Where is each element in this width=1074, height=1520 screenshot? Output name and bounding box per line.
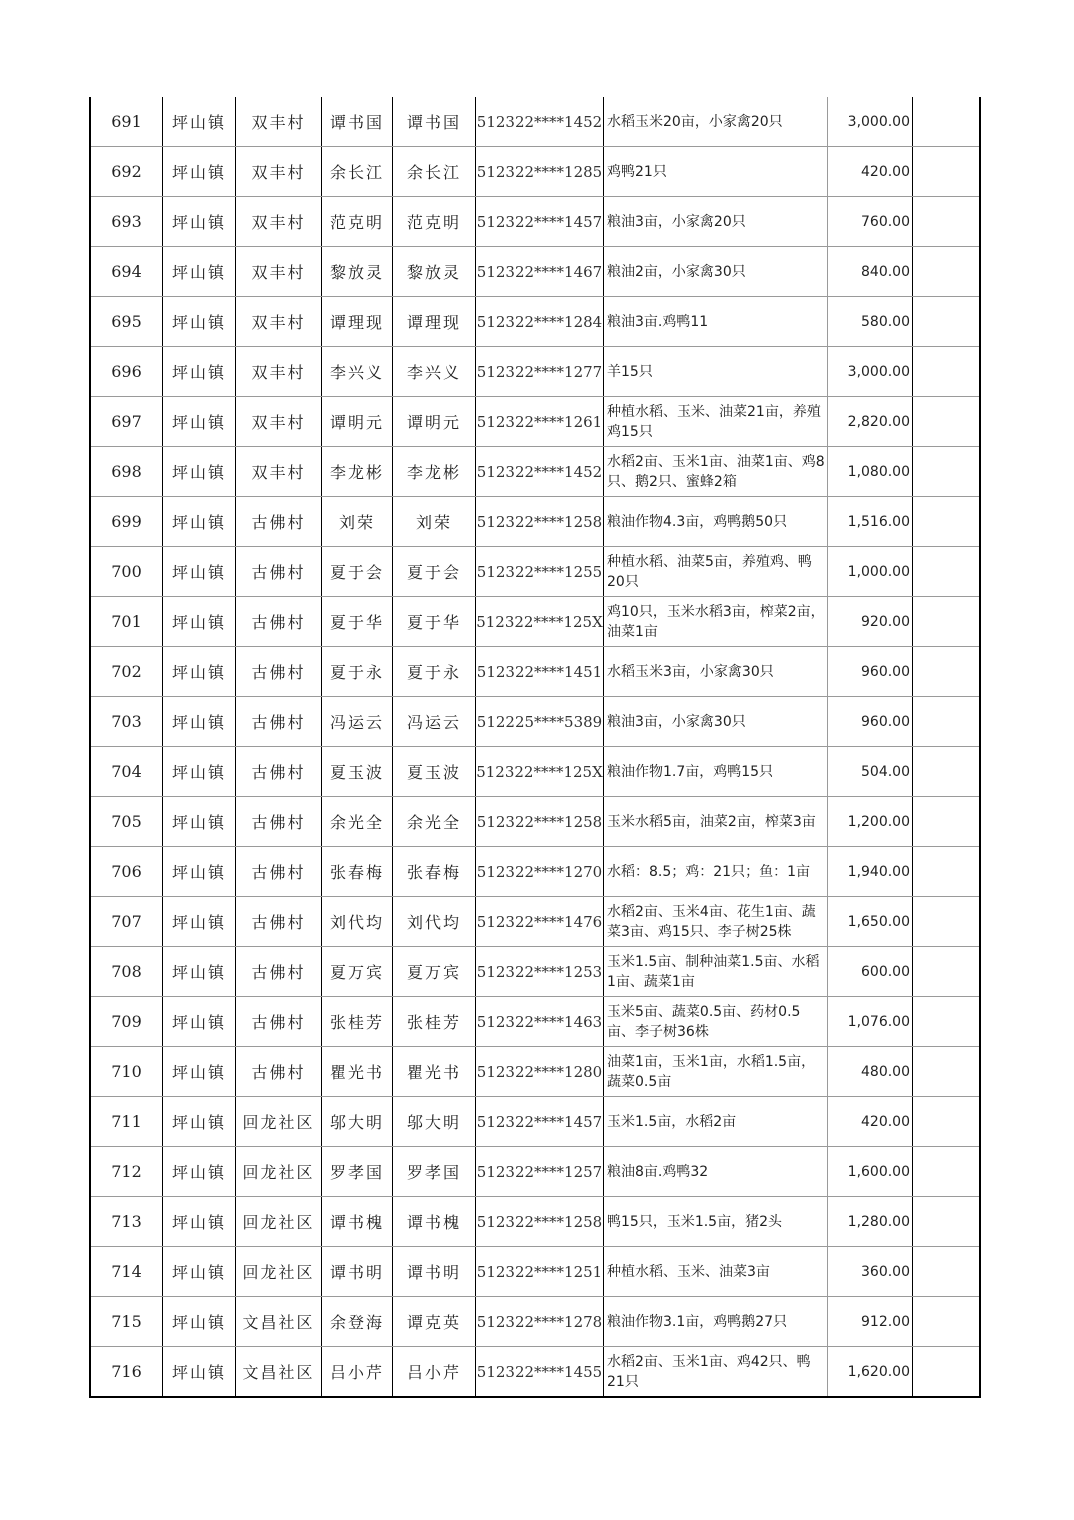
payee-cell: 谭书槐 [393,1197,476,1247]
row-number: 709 [90,997,163,1047]
town-cell: 坪山镇 [163,697,236,747]
id-number-cell: 512322****125X [476,597,604,647]
remarks-cell [913,697,981,747]
row-number: 715 [90,1297,163,1347]
id-number-cell: 512322****1452 [476,447,604,497]
amount-cell: 480.00 [828,1047,913,1097]
table-row [90,647,980,697]
amount-cell: 1,080.00 [828,447,913,497]
name-cell: 李龙彬 [322,447,393,497]
amount-cell: 3,000.00 [828,97,913,147]
name-cell: 夏于会 [322,547,393,597]
payee-cell: 罗孝国 [393,1147,476,1197]
remarks-cell [913,797,981,847]
name-cell: 夏玉波 [322,747,393,797]
town-cell: 坪山镇 [163,1347,236,1398]
amount-cell: 1,600.00 [828,1147,913,1197]
amount-cell: 2,820.00 [828,397,913,447]
name-cell: 余长江 [322,147,393,197]
table-row [90,847,980,897]
town-cell: 坪山镇 [163,447,236,497]
town-cell: 坪山镇 [163,1297,236,1347]
village-cell: 双丰村 [236,197,322,247]
name-cell: 余登海 [322,1297,393,1347]
remarks-cell [913,97,981,147]
description-cell: 粮油8亩.鸡鸭32 [604,1147,828,1197]
row-number: 697 [90,397,163,447]
village-cell: 回龙社区 [236,1247,322,1297]
payee-cell: 谭明元 [393,397,476,447]
payee-cell: 谭克英 [393,1297,476,1347]
payee-cell: 刘荣 [393,497,476,547]
amount-cell: 1,076.00 [828,997,913,1047]
name-cell: 刘代均 [322,897,393,947]
amount-cell: 504.00 [828,747,913,797]
amount-cell: 3,000.00 [828,347,913,397]
remarks-cell [913,747,981,797]
description-cell: 水稻玉米3亩，小家禽30只 [604,647,828,697]
payee-cell: 邬大明 [393,1097,476,1147]
description-cell: 油菜1亩，玉米1亩，水稻1.5亩，蔬菜0.5亩 [604,1047,828,1097]
amount-cell: 840.00 [828,247,913,297]
village-cell: 双丰村 [236,147,322,197]
name-cell: 谭理现 [322,297,393,347]
payee-cell: 吕小芹 [393,1347,476,1398]
description-cell: 粮油作物1.7亩，鸡鸭15只 [604,747,828,797]
description-cell: 水稻：8.5；鸡：21只；鱼：1亩 [604,847,828,897]
town-cell: 坪山镇 [163,97,236,147]
table-row [90,1247,980,1297]
id-number-cell: 512322****1467 [476,247,604,297]
name-cell: 谭明元 [322,397,393,447]
row-number: 698 [90,447,163,497]
payee-cell: 瞿光书 [393,1047,476,1097]
payee-cell: 夏于华 [393,597,476,647]
id-number-cell: 512322****1277 [476,347,604,397]
name-cell: 张桂芳 [322,997,393,1047]
table-row [90,1197,980,1247]
town-cell: 坪山镇 [163,197,236,247]
row-number: 695 [90,297,163,347]
id-number-cell: 512322****1457 [476,197,604,247]
id-number-cell: 512322****1270 [476,847,604,897]
name-cell: 刘荣 [322,497,393,547]
remarks-cell [913,1247,981,1297]
village-cell: 回龙社区 [236,1197,322,1247]
row-number: 696 [90,347,163,397]
town-cell: 坪山镇 [163,247,236,297]
name-cell: 邬大明 [322,1097,393,1147]
village-cell: 古佛村 [236,497,322,547]
description-cell: 羊15只 [604,347,828,397]
name-cell: 谭书明 [322,1247,393,1297]
row-number: 694 [90,247,163,297]
description-cell: 鸡鸭21只 [604,147,828,197]
town-cell: 坪山镇 [163,147,236,197]
remarks-cell [913,497,981,547]
description-cell: 种植水稻、玉米、油菜21亩，养殖鸡15只 [604,397,828,447]
row-number: 701 [90,597,163,647]
town-cell: 坪山镇 [163,347,236,397]
town-cell: 坪山镇 [163,597,236,647]
remarks-cell [913,1347,981,1398]
table-row [90,497,980,547]
village-cell: 双丰村 [236,447,322,497]
description-cell: 水稻2亩、玉米1亩、鸡42只、鸭21只 [604,1347,828,1398]
remarks-cell [913,147,981,197]
town-cell: 坪山镇 [163,497,236,547]
payee-cell: 谭书明 [393,1247,476,1297]
table-row [90,1097,980,1147]
village-cell: 双丰村 [236,247,322,297]
town-cell: 坪山镇 [163,1047,236,1097]
row-number: 712 [90,1147,163,1197]
amount-cell: 580.00 [828,297,913,347]
village-cell: 回龙社区 [236,1147,322,1197]
payee-cell: 夏于会 [393,547,476,597]
remarks-cell [913,1147,981,1197]
town-cell: 坪山镇 [163,997,236,1047]
remarks-cell [913,597,981,647]
village-cell: 古佛村 [236,697,322,747]
description-cell: 粮油3亩，小家禽20只 [604,197,828,247]
description-cell: 粮油3亩，小家禽30只 [604,697,828,747]
description-cell: 鸡10只，玉米水稻3亩，榨菜2亩，油菜1亩 [604,597,828,647]
row-number: 716 [90,1347,163,1398]
remarks-cell [913,897,981,947]
town-cell: 坪山镇 [163,747,236,797]
table-row [90,147,980,197]
id-number-cell: 512322****1463 [476,997,604,1047]
amount-cell: 960.00 [828,647,913,697]
town-cell: 坪山镇 [163,297,236,347]
table-row [90,597,980,647]
village-cell: 古佛村 [236,647,322,697]
row-number: 710 [90,1047,163,1097]
village-cell: 文昌社区 [236,1297,322,1347]
town-cell: 坪山镇 [163,1097,236,1147]
id-number-cell: 512322****1258 [476,1197,604,1247]
amount-cell: 360.00 [828,1247,913,1297]
village-cell: 古佛村 [236,847,322,897]
name-cell: 李兴义 [322,347,393,397]
amount-cell: 912.00 [828,1297,913,1347]
amount-cell: 1,650.00 [828,897,913,947]
village-cell: 古佛村 [236,1047,322,1097]
table-row [90,997,980,1047]
village-cell: 双丰村 [236,397,322,447]
subsidy-table [89,97,981,1398]
table-row [90,697,980,747]
row-number: 703 [90,697,163,747]
remarks-cell [913,647,981,697]
description-cell: 种植水稻、油菜5亩，养殖鸡、鸭20只 [604,547,828,597]
village-cell: 古佛村 [236,747,322,797]
id-number-cell: 512322****1476 [476,897,604,947]
town-cell: 坪山镇 [163,797,236,847]
description-cell: 玉米1.5亩、制种油菜1.5亩、水稻1亩、蔬菜1亩 [604,947,828,997]
table-row [90,897,980,947]
remarks-cell [913,1297,981,1347]
amount-cell: 1,200.00 [828,797,913,847]
table-row [90,1147,980,1197]
id-number-cell: 512322****1284 [476,297,604,347]
table-row [90,197,980,247]
amount-cell: 960.00 [828,697,913,747]
village-cell: 古佛村 [236,597,322,647]
payee-cell: 夏于永 [393,647,476,697]
remarks-cell [913,547,981,597]
description-cell: 玉米水稻5亩，油菜2亩，榨菜3亩 [604,797,828,847]
town-cell: 坪山镇 [163,1247,236,1297]
row-number: 693 [90,197,163,247]
town-cell: 坪山镇 [163,897,236,947]
remarks-cell [913,247,981,297]
id-number-cell: 512322****1452 [476,97,604,147]
village-cell: 古佛村 [236,897,322,947]
description-cell: 水稻玉米20亩，小家禽20只 [604,97,828,147]
name-cell: 冯运云 [322,697,393,747]
description-cell: 水稻2亩、玉米1亩、油菜1亩、鸡8只、鹅2只、蜜蜂2箱 [604,447,828,497]
village-cell: 双丰村 [236,297,322,347]
village-cell: 古佛村 [236,797,322,847]
table-row [90,247,980,297]
row-number: 700 [90,547,163,597]
town-cell: 坪山镇 [163,1147,236,1197]
row-number: 705 [90,797,163,847]
payee-cell: 刘代均 [393,897,476,947]
row-number: 707 [90,897,163,947]
town-cell: 坪山镇 [163,397,236,447]
id-number-cell: 512322****1251 [476,1247,604,1297]
table-row [90,1047,980,1097]
id-number-cell: 512322****1261 [476,397,604,447]
row-number: 714 [90,1247,163,1297]
name-cell: 谭书槐 [322,1197,393,1247]
name-cell: 罗孝国 [322,1147,393,1197]
id-number-cell: 512322****1278 [476,1297,604,1347]
remarks-cell [913,197,981,247]
table-row [90,447,980,497]
id-number-cell: 512322****1255 [476,547,604,597]
payee-cell: 李兴义 [393,347,476,397]
remarks-cell [913,847,981,897]
amount-cell: 1,516.00 [828,497,913,547]
remarks-cell [913,347,981,397]
town-cell: 坪山镇 [163,847,236,897]
description-cell: 玉米5亩、蔬菜0.5亩、药材0.5亩、李子树36株 [604,997,828,1047]
table-row [90,347,980,397]
remarks-cell [913,997,981,1047]
row-number: 706 [90,847,163,897]
table-row [90,297,980,347]
row-number: 699 [90,497,163,547]
description-cell: 粮油作物4.3亩，鸡鸭鹅50只 [604,497,828,547]
id-number-cell: 512322****1457 [476,1097,604,1147]
name-cell: 黎放灵 [322,247,393,297]
amount-cell: 420.00 [828,147,913,197]
village-cell: 双丰村 [236,97,322,147]
id-number-cell: 512322****1258 [476,797,604,847]
payee-cell: 张春梅 [393,847,476,897]
town-cell: 坪山镇 [163,547,236,597]
id-number-cell: 512225****5389 [476,697,604,747]
table-row [90,547,980,597]
village-cell: 古佛村 [236,547,322,597]
payee-cell: 范克明 [393,197,476,247]
table-row [90,1347,980,1398]
amount-cell: 600.00 [828,947,913,997]
village-cell: 双丰村 [236,347,322,397]
id-number-cell: 512322****1258 [476,497,604,547]
amount-cell: 1,000.00 [828,547,913,597]
village-cell: 古佛村 [236,997,322,1047]
payee-cell: 谭书国 [393,97,476,147]
remarks-cell [913,1097,981,1147]
payee-cell: 夏玉波 [393,747,476,797]
amount-cell: 1,620.00 [828,1347,913,1398]
id-number-cell: 512322****1253 [476,947,604,997]
remarks-cell [913,947,981,997]
payee-cell: 冯运云 [393,697,476,747]
town-cell: 坪山镇 [163,947,236,997]
row-number: 692 [90,147,163,197]
table-row [90,747,980,797]
table-body [90,97,980,1397]
payee-cell: 谭理现 [393,297,476,347]
id-number-cell: 512322****1257 [476,1147,604,1197]
description-cell: 水稻2亩、玉米4亩、花生1亩、蔬菜3亩、鸡15只、李子树25株 [604,897,828,947]
amount-cell: 420.00 [828,1097,913,1147]
town-cell: 坪山镇 [163,1197,236,1247]
row-number: 708 [90,947,163,997]
name-cell: 夏于永 [322,647,393,697]
description-cell: 玉米1.5亩，水稻2亩 [604,1097,828,1147]
remarks-cell [913,397,981,447]
row-number: 691 [90,97,163,147]
table-row [90,1297,980,1347]
table-row [90,397,980,447]
payee-cell: 余长江 [393,147,476,197]
name-cell: 瞿光书 [322,1047,393,1097]
table-row [90,797,980,847]
payee-cell: 夏万宾 [393,947,476,997]
payee-cell: 张桂芳 [393,997,476,1047]
id-number-cell: 512322****1285 [476,147,604,197]
name-cell: 夏于华 [322,597,393,647]
row-number: 704 [90,747,163,797]
village-cell: 文昌社区 [236,1347,322,1398]
table-row [90,947,980,997]
description-cell: 粮油2亩，小家禽30只 [604,247,828,297]
amount-cell: 920.00 [828,597,913,647]
amount-cell: 1,940.00 [828,847,913,897]
description-cell: 种植水稻、玉米、油菜3亩 [604,1247,828,1297]
description-cell: 粮油作物3.1亩，鸡鸭鹅27只 [604,1297,828,1347]
id-number-cell: 512322****1451 [476,647,604,697]
remarks-cell [913,1047,981,1097]
id-number-cell: 512322****125X [476,747,604,797]
description-cell: 粮油3亩.鸡鸭11 [604,297,828,347]
remarks-cell [913,1197,981,1247]
name-cell: 张春梅 [322,847,393,897]
id-number-cell: 512322****1455 [476,1347,604,1398]
payee-cell: 李龙彬 [393,447,476,497]
name-cell: 余光全 [322,797,393,847]
name-cell: 夏万宾 [322,947,393,997]
payee-cell: 黎放灵 [393,247,476,297]
name-cell: 范克明 [322,197,393,247]
row-number: 713 [90,1197,163,1247]
village-cell: 回龙社区 [236,1097,322,1147]
row-number: 711 [90,1097,163,1147]
id-number-cell: 512322****1280 [476,1047,604,1097]
name-cell: 谭书国 [322,97,393,147]
name-cell: 吕小芹 [322,1347,393,1398]
payee-cell: 余光全 [393,797,476,847]
amount-cell: 760.00 [828,197,913,247]
description-cell: 鸭15只，玉米1.5亩，猪2头 [604,1197,828,1247]
village-cell: 古佛村 [236,947,322,997]
remarks-cell [913,447,981,497]
town-cell: 坪山镇 [163,647,236,697]
row-number: 702 [90,647,163,697]
table-row [90,97,980,147]
amount-cell: 1,280.00 [828,1197,913,1247]
remarks-cell [913,297,981,347]
